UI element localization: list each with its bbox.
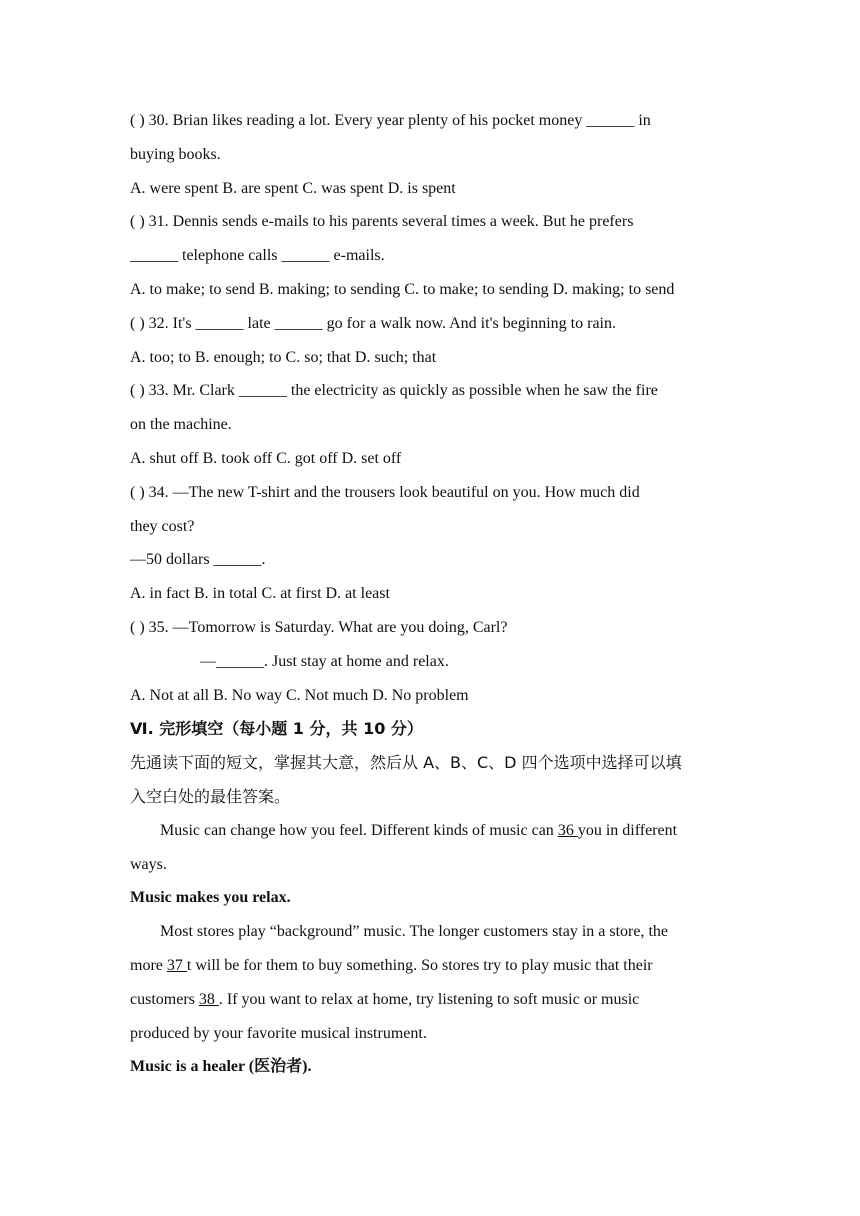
passage-paragraph-1 — [130, 814, 730, 848]
passage-subheading-1: Music makes you relax. — [130, 889, 291, 907]
passage-subheading-2: Music is a healer (医治者). — [130, 1058, 312, 1076]
question-35-line-1: ( ) 35. —Tomorrow is Saturday. What are you doing, Carl? — [130, 618, 508, 636]
passage-text: more — [130, 956, 167, 974]
question-30-line-1: ( ) 30. Brian likes reading a lot. Every year plenty of his pocket money ______ in — [130, 112, 651, 129]
question-31-line-1: ( ) 31. Dennis sends e-mails to his parents several times a week. But he prefers — [130, 213, 634, 231]
question-31-line-2: ______ telephone calls ______ e-mails. — [130, 247, 385, 265]
question-31-options: A. to make; to send B. making; to sending C. to make; to sending D. making; to send — [130, 280, 675, 298]
blank-36: 36 — [557, 821, 578, 839]
section-instruction-line-1: 先通读下面的短文，掌握其大意，然后从 A、B、C、D 四个选项中选择可以填 — [130, 753, 682, 773]
section-heading: Ⅵ. 完形填空（每小题 1 分，共 10 分） — [130, 719, 423, 739]
passage-paragraph-2-line-3 — [130, 983, 730, 1017]
question-33-options: A. shut off B. took off C. got off D. set off — [130, 449, 402, 467]
passage-text: t will be for them to buy something. So stores try to play music that their — [186, 956, 653, 974]
question-34-line-2: they cost? — [130, 517, 195, 535]
section-instruction-line-2: 入空白处的最佳答案。 — [130, 786, 291, 806]
passage-paragraph-2-line-4: produced by your favorite musical instrument. — [130, 1024, 427, 1042]
passage-text: Music can change how you feel. Different kinds of music can — [160, 821, 558, 839]
question-34-line-3: —50 dollars ______. — [130, 551, 266, 569]
question-32-line-1: ( ) 32. It's ______ late ______ go for a walk now. And it's beginning to rain. — [130, 314, 616, 332]
blank-37: 37 — [166, 956, 187, 974]
question-35-options: A. Not at all B. No way C. Not much D. No problem — [130, 686, 469, 704]
question-30-options: A. were spent B. are spent C. was spent D. is spent — [130, 179, 456, 197]
passage-paragraph-2-line-2 — [130, 949, 730, 983]
passage-paragraph-2-line-1: Most stores play “background” music. The longer customers stay in a store, the — [160, 923, 669, 941]
question-33-line-1: ( ) 33. Mr. Clark ______ the electricity as quickly as possible when he saw the fire — [130, 382, 658, 400]
document-page — [130, 104, 730, 1084]
question-34-line-1: ( ) 34. —The new T-shirt and the trousers look beautiful on you. How much did — [130, 483, 640, 501]
question-32-options: A. too; to B. enough; to C. so; that D. such; that — [130, 348, 437, 366]
passage-text: . If you want to relax at home, try listening to soft music or music — [218, 990, 640, 1008]
question-35-answer-line: —______. Just stay at home and relax. — [200, 652, 449, 670]
blank-38: 38 — [198, 990, 219, 1008]
question-33-line-2: on the machine. — [130, 416, 232, 434]
question-34-options: A. in fact B. in total C. at first D. at least — [130, 585, 390, 603]
passage-text: customers — [130, 990, 199, 1008]
passage-text: you in different — [577, 821, 678, 839]
question-30-line-2: buying books. — [130, 145, 221, 163]
passage-paragraph-1-line-2: ways. — [130, 855, 167, 873]
